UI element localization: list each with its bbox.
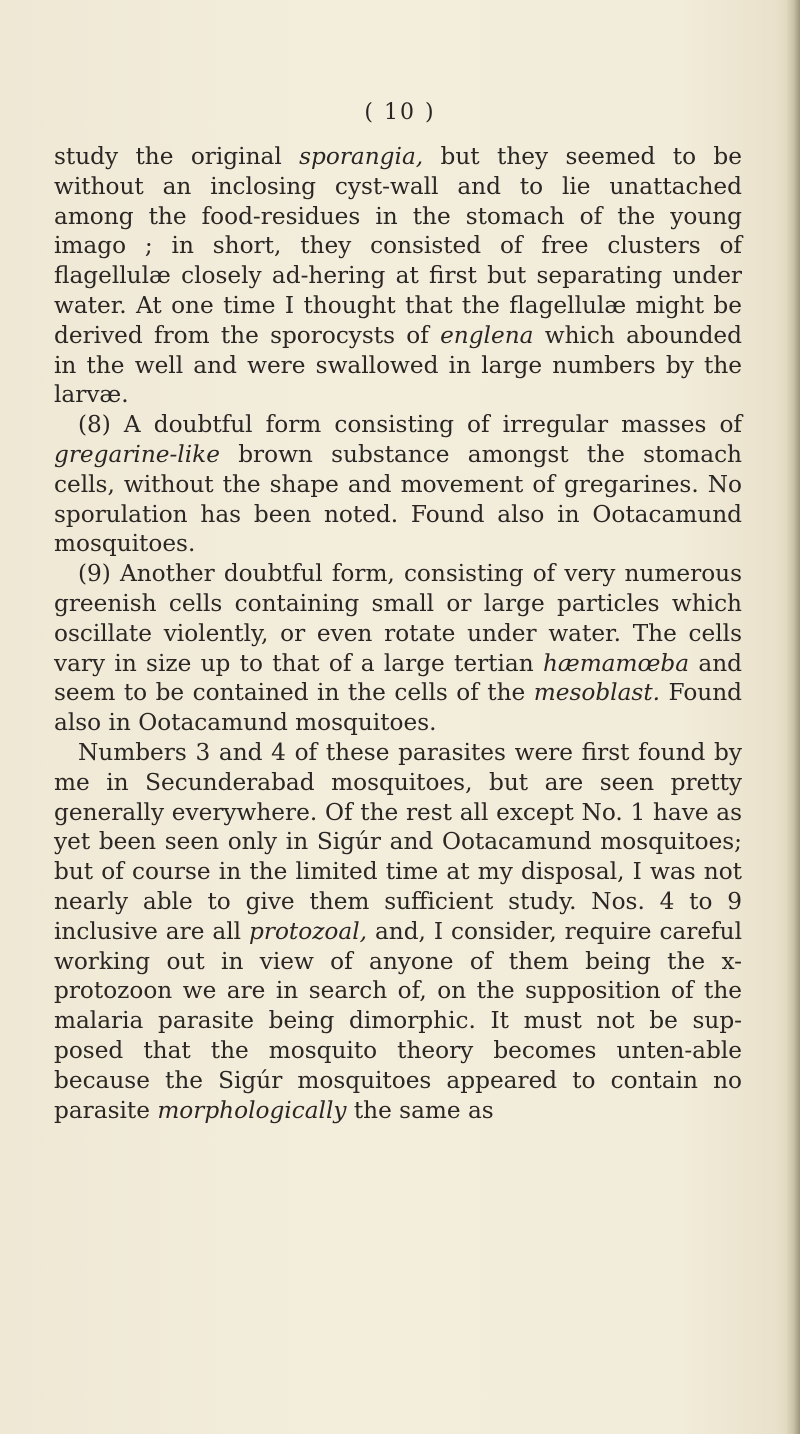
text-segment: Numbers 3 and 4 of these parasites were first found by me in Secunderabad mosquitoes, but are seen pretty generally everywhere. Of the rest all except No. 1 have as yet been seen only in Sigúr and Ootacamund mosquitoes; but of course in the limited time at my disposal, I was not nearly able to give them sufficient study. Nos. 4 to 9 inclusive are all	[54, 738, 742, 945]
page-number: ( 10 )	[364, 100, 436, 125]
italic-term: morphologically	[157, 1096, 347, 1124]
text-segment: (9) Another doubtful form, consisting of very numerous greenish cells containing small or large particles which oscillate violently, or even rotate under water. The cells vary in size up to that of a large tertian	[54, 560, 742, 677]
paragraph-numbers	[54, 738, 742, 1125]
italic-term: protozoal,	[249, 917, 367, 945]
text-segment: but they seemed to be without an inclosing cyst-wall and to lie unattached among the food-residues in the stomach of the young imago ; in short, they consisted of free clusters of flagellulæ closely ad-hering at first but separating under water. At one time I thought that the flagellulæ might be derived from the sporocysts of	[54, 143, 743, 349]
paragraph-1	[54, 142, 742, 410]
paragraph-8	[54, 410, 742, 559]
italic-term: sporangia,	[299, 143, 424, 170]
text-segment: (8) A doubtful form consisting of irregular masses of	[78, 411, 742, 439]
text-segment: Found also in Ootacamund mosquitoes.	[54, 679, 742, 737]
text-segment: and, I consider, require careful working out in view of anyone of them being the x-protozoon we are in search of, on the supposition of the malaria parasite being dimorphic. It must not be sup-posed that the mosquito theory becomes unten-able because the Sigúr mosquitoes appeared to contain no parasite	[54, 917, 742, 1124]
text-segment: and seem to be contained in the cells of the	[54, 649, 742, 707]
italic-term: hæmamœba	[542, 649, 690, 677]
body-text	[54, 142, 742, 1125]
italic-term: englena	[440, 321, 534, 349]
italic-term: gregarine-like	[54, 440, 220, 468]
paragraph-9	[54, 559, 742, 738]
page-edge-shadow	[786, 0, 800, 1434]
text-segment: study the original	[54, 143, 300, 170]
text-segment: brown substance amongst the stomach cells, without the shape and movement of gregarines. No sporulation has been noted. Found also in Ootacamund mosquitoes.	[54, 440, 742, 558]
text-segment: which abounded in the well and were swallowed in large numbers by the larvæ.	[54, 321, 742, 409]
italic-term: mesoblast.	[533, 679, 661, 707]
text-segment: the same as	[346, 1096, 494, 1124]
